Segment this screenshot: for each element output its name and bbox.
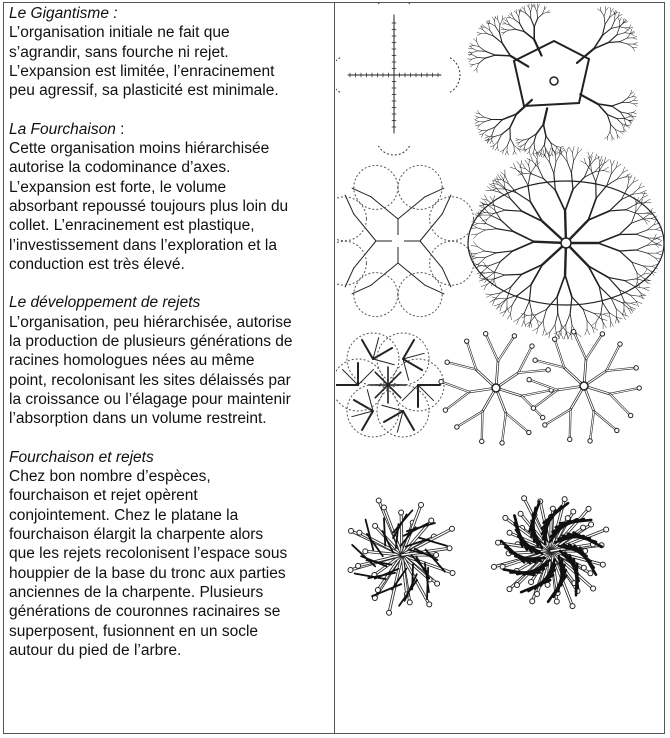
body-line: absorbant repoussé toujours plus loin du: [9, 197, 289, 215]
heading-colon: :: [115, 120, 125, 138]
text-column: [9, 4, 331, 679]
fourchaison-rejets-drawing-2: [491, 496, 608, 609]
rejets-scheme-diagram: [336, 333, 444, 437]
body-line: fourchaison et rejet opèrent: [9, 487, 198, 505]
section-heading: Le développement de rejets: [9, 294, 201, 312]
fourchaison-rejets-drawing-1: [348, 498, 455, 615]
body-line: s’agrandir, sans fourche ni rejet.: [9, 43, 229, 61]
body-line: l’absorption dans un volume restreint.: [9, 410, 267, 428]
fourchaison-root-drawing: [468, 147, 664, 340]
figure-column: [336, 3, 664, 733]
body-line: anciennes de la charpente. Plusieurs: [9, 583, 264, 601]
rejets-root-drawing-1: [439, 332, 553, 446]
body-line: la croissance ou l’élagage pour maintenir: [9, 390, 291, 408]
section-gigantisme: [9, 4, 331, 100]
body-line: L’organisation, peu hiérarchisée, autorise: [9, 313, 292, 331]
section-body: [9, 23, 331, 100]
body-line: conduction est très élevé.: [9, 255, 185, 273]
section-heading: Fourchaison et rejets: [9, 448, 154, 466]
body-line: point, recolonisant les sites délaissés par: [9, 371, 291, 389]
body-line: conjointement. Chez le platane la: [9, 506, 239, 524]
fourchaison-scheme-diagram: [336, 165, 474, 316]
section-body: [9, 313, 331, 429]
section-heading: Le Gigantisme :: [9, 5, 118, 22]
figures-group: [336, 3, 664, 615]
section-fourchaison: [9, 120, 331, 274]
body-line: la production de plusieurs générations de: [9, 333, 293, 351]
section-body: [9, 139, 331, 274]
column-divider: [334, 2, 335, 734]
body-line: peu agressif, sa plasticité est minimale.: [9, 82, 279, 100]
body-line: L’organisation initiale ne fait que: [9, 24, 230, 42]
body-line: Cette organisation moins hiérarchisée: [9, 140, 270, 158]
section-body: [9, 467, 331, 660]
body-line: générations de couronnes racinaires se: [9, 603, 281, 621]
body-line: houppier de la base du tronc aux parties: [9, 564, 286, 582]
body-line: Chez bon nombre d’espèces,: [9, 468, 211, 486]
body-line: l’investissement dans l’exploration et la: [9, 236, 277, 254]
body-line: racines homologues nées au même: [9, 352, 255, 370]
gigantisme-root-drawing: [468, 4, 638, 158]
rejets-root-drawing-2: [527, 330, 641, 444]
body-line: superposent, fusionnent en un socle: [9, 622, 259, 640]
body-line: collet. L’enracinement est plastique,: [9, 217, 255, 235]
section-fourchaison-rejets: [9, 448, 331, 660]
section-rejets: [9, 293, 331, 428]
heading-text: La Fourchaison: [9, 120, 116, 138]
section-heading: [9, 120, 331, 139]
body-line: que les rejets recolonisent l’espace sous: [9, 545, 288, 563]
body-line: autour du pied de l’arbre.: [9, 641, 182, 659]
body-line: fourchaison élargit la charpente alors: [9, 526, 264, 544]
gigantisme-cross-diagram: [336, 3, 460, 155]
body-line: L’expansion est forte, le volume: [9, 178, 227, 196]
body-line: autorise la codominance d’axes.: [9, 159, 231, 177]
body-line: L’expansion est limitée, l’enracinement: [9, 62, 275, 80]
